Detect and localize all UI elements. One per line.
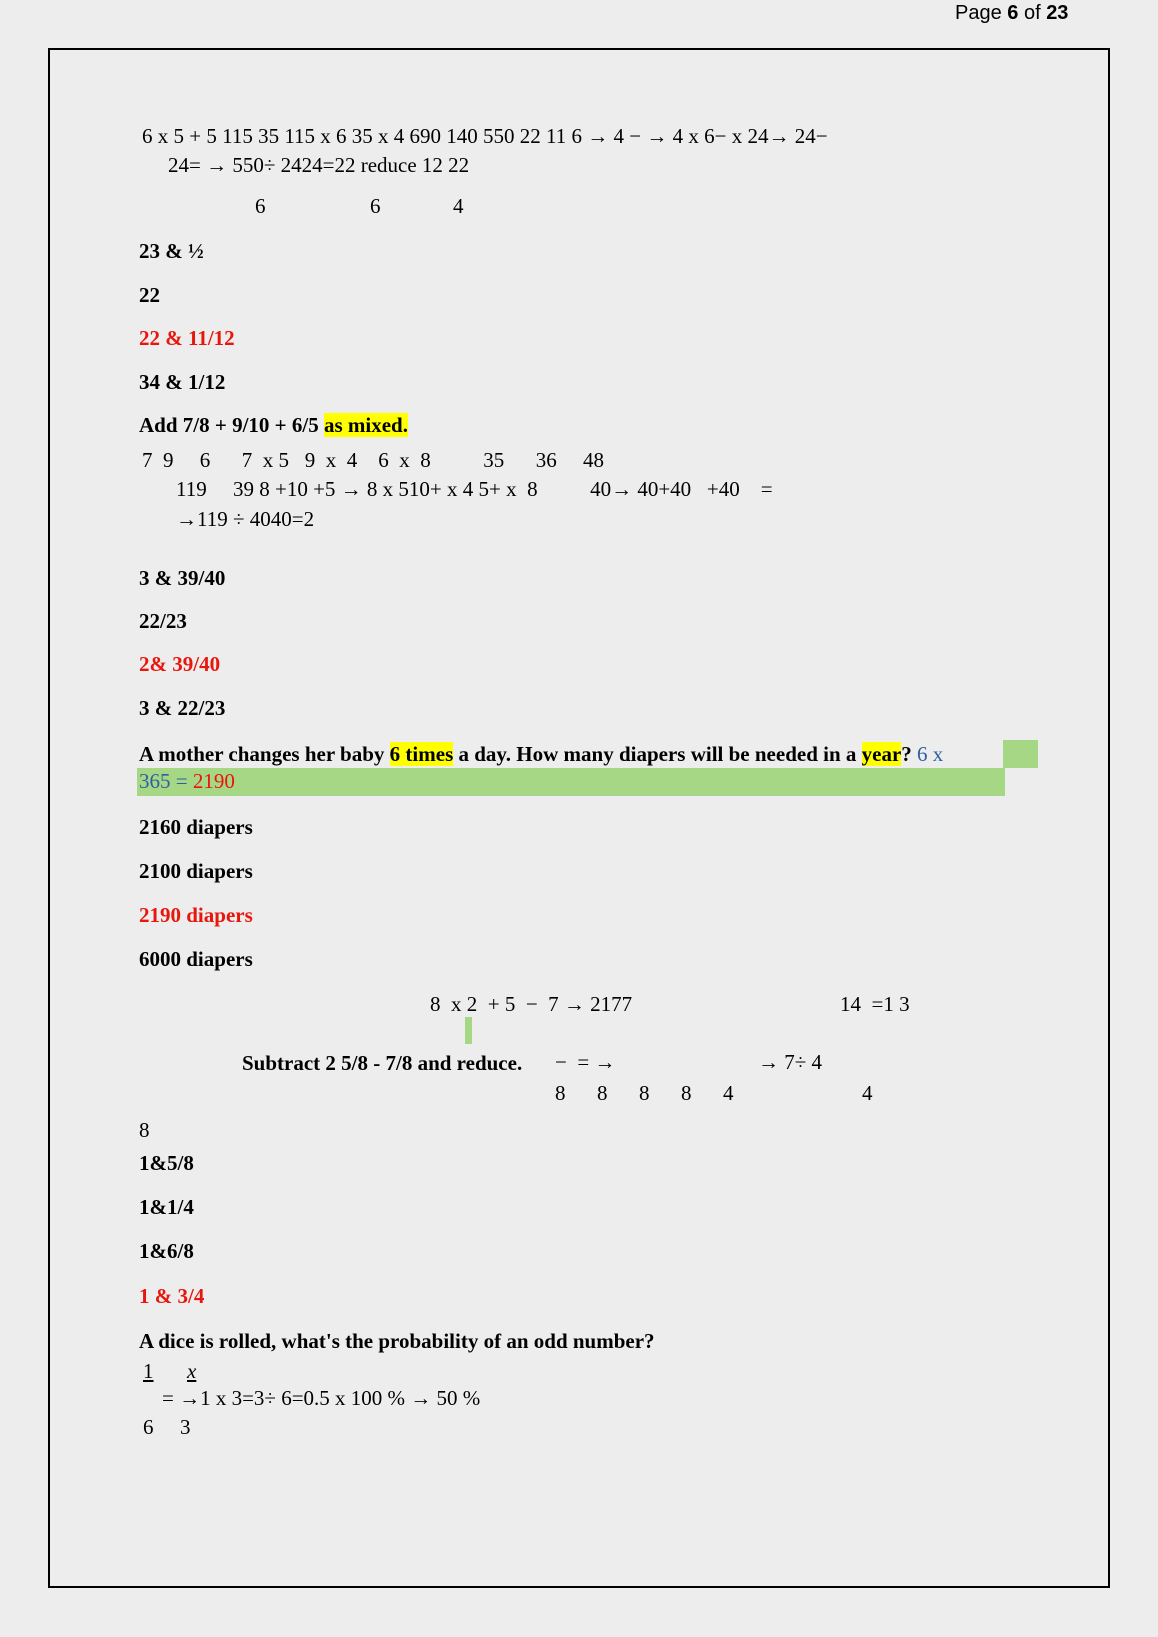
q2-work-line2: 119 39 8 +10 +5 → 8 x 510+ x 4 5+ x 8 40→ 40+40 +40 = <box>176 477 773 501</box>
q5-den-right: 3 <box>180 1415 191 1439</box>
option-item: 34 & 1/12 <box>139 370 226 394</box>
question-2: Add 7/8 + 9/10 + 6/5 as mixed. <box>139 413 408 437</box>
q5-num-left: 1 <box>143 1359 154 1383</box>
option-item: 1&1/4 <box>139 1195 194 1219</box>
q1-work-line1: 6 x 5 + 5 115 35 115 x 6 35 x 4 690 140 550 22 11 6 → 4 − → 4 x 6− x 24→ 24− <box>142 124 828 148</box>
correct-option-item: 1 & 3/4 <box>139 1284 205 1308</box>
option-item: 3 & 39/40 <box>139 566 226 590</box>
option-item: 2100 diapers <box>139 859 253 883</box>
q1-denom: 6 <box>370 194 381 218</box>
q3-answer: 365 = 2190 <box>139 769 235 793</box>
option-item: 2160 diapers <box>139 815 253 839</box>
cursor-marker <box>465 1017 472 1044</box>
q2-work-line1: 7 9 6 7 x 5 9 x 4 6 x 8 35 36 48 <box>142 448 604 472</box>
answer-highlight <box>137 768 1005 796</box>
option-item: 22/23 <box>139 609 187 633</box>
q4-work-top: 8 x 2 + 5 − 7 → 2177 <box>430 992 633 1016</box>
q2-work-line3: →119 ÷ 4040=2 <box>176 507 315 531</box>
answer-highlight <box>1003 740 1038 768</box>
q4-stray: 8 <box>139 1118 150 1142</box>
correct-option-item: 2190 diapers <box>139 903 253 927</box>
option-item: 23 & ½ <box>139 239 204 263</box>
q1-denom: 6 <box>255 194 266 218</box>
option-item: 1&6/8 <box>139 1239 194 1263</box>
q4-work-mid-right: → 7÷ 4 <box>758 1050 823 1074</box>
question-3: A mother changes her baby 6 times a day. How many diapers will be needed in a year? 6 x <box>139 742 944 766</box>
highlighted-text: as mixed. <box>323 413 408 437</box>
question-4: Subtract 2 5/8 - 7/8 and reduce. <box>242 1051 523 1075</box>
q4-denom-right: 4 <box>862 1081 873 1105</box>
page-number: Page 6 of 23 <box>955 2 1069 24</box>
q5-num-right: x <box>187 1359 197 1383</box>
q4-work-top-right: 14 =1 3 <box>840 992 910 1016</box>
q4-work-mid: − = → <box>555 1050 616 1074</box>
option-item: 3 & 22/23 <box>139 696 226 720</box>
q4-denoms: 8 8 8 8 4 <box>555 1081 734 1105</box>
correct-option-item: 22 & 11/12 <box>139 326 235 350</box>
option-item: 1&5/8 <box>139 1151 194 1175</box>
question-5: A dice is rolled, what's the probability of an odd number? <box>139 1329 655 1353</box>
q1-work-line2: 24= → 550÷ 2424=22 reduce 12 22 <box>168 153 470 177</box>
option-item: 22 <box>139 283 160 307</box>
q1-denom: 4 <box>453 194 464 218</box>
q5-den-left: 6 <box>143 1415 154 1439</box>
q5-work: = →1 x 3=3÷ 6=0.5 x 100 % → 50 % <box>162 1386 481 1410</box>
correct-option-item: 2& 39/40 <box>139 652 221 676</box>
option-item: 6000 diapers <box>139 947 253 971</box>
